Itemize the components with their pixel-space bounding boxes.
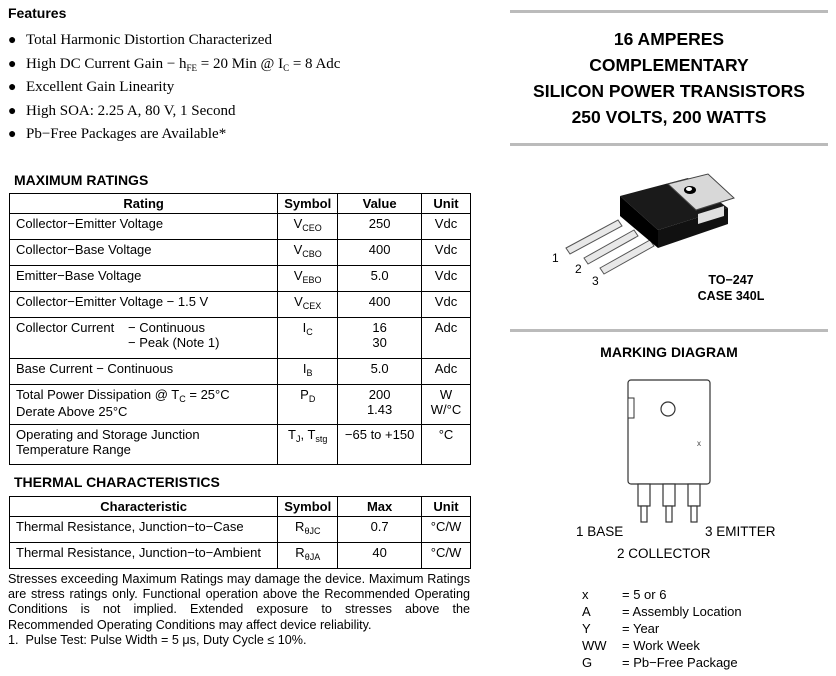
table-row (10, 266, 471, 292)
legend-item: Y = Year (582, 621, 660, 636)
value-cell: 400 (338, 292, 422, 318)
divider (510, 143, 828, 146)
package-name: TO−247 (708, 273, 754, 287)
bullet-icon: ● (8, 103, 17, 119)
marking-title: MARKING DIAGRAM (600, 344, 738, 360)
symbol-cell: $V_{CBO}$ (278, 240, 338, 266)
value-cell: −65 to +150 (338, 425, 422, 465)
table-row (10, 240, 471, 266)
stress-note: Stresses exceeding Maximum Ratings may damage the device. Maximum Ratings are stress ratings only. Functional operation above the Recommended Operating Conditions is not implied. Extended exposure to stresses above the Recommended Operating Conditions may affect device reliability. (8, 572, 470, 632)
symbol-cell: $P_D$ (278, 385, 338, 425)
bullet-icon: ● (8, 33, 17, 48)
table-row (10, 214, 471, 240)
header-symbol: Symbol (278, 497, 338, 517)
pin-label-2: 2 (575, 262, 582, 276)
unit-cell: °C/W (422, 517, 471, 543)
notes (8, 572, 470, 648)
max-ratings-table (9, 193, 471, 465)
rating-cell: Base Current − Continuous (10, 359, 278, 385)
header-rating: Rating (10, 194, 278, 214)
max-ratings-title: MAXIMUM RATINGS (14, 172, 149, 188)
pin-label-1: 1 (552, 251, 559, 265)
table-row (10, 318, 471, 359)
value-cell: 5.0 (338, 359, 422, 385)
legend-item: WW = Work Week (582, 638, 700, 653)
rating-cell: Collector−Emitter Voltage − 1.5 V (10, 292, 278, 318)
unit-cell: Adc (422, 359, 471, 385)
characteristic-cell: Thermal Resistance, Junction−to−Ambient (10, 543, 278, 569)
pin-base-label: 1 BASE (576, 524, 624, 539)
symbol-cell: $R_{\theta JC}$ (278, 517, 338, 543)
rating-cell: Collector−Emitter Voltage (10, 214, 278, 240)
unit-cell: Vdc (422, 266, 471, 292)
features-list (8, 30, 340, 148)
rating-cell: Total Power Dissipation @ $T_C = 25^\circ C$ Derate Above 25°C (10, 385, 278, 425)
header-unit: Unit (422, 194, 471, 214)
value-cell: 5.0 (338, 266, 422, 292)
pin-collector-label: 2 COLLECTOR (617, 546, 711, 561)
symbol-cell: $T_J$, $T_{stg}$ (278, 425, 338, 465)
unit-cell: Adc (422, 318, 471, 359)
rating-cell: Collector−Base Voltage (10, 240, 278, 266)
divider (510, 329, 828, 332)
footnote-1: 1. Pulse Test: Pulse Width = 5 μs, Duty Cycle ≤ 10%. (8, 632, 307, 647)
product-title: 16 AMPERES COMPLEMENTARY SILICON POWER TRANSISTORS 250 VOLTS, 200 WATTS (533, 29, 805, 127)
bullet-icon: ● (8, 80, 17, 95)
marking-legend (582, 587, 742, 672)
symbol-cell: $V_{EBO}$ (278, 266, 338, 292)
unit-cell: W W/°C (422, 385, 471, 425)
symbol-cell: $V_{CEO}$ (278, 214, 338, 240)
value-cell: 250 (338, 214, 422, 240)
unit-cell: °C/W (422, 543, 471, 569)
legend-item: x = 5 or 6 (582, 587, 667, 602)
max-cell: 40 (338, 543, 422, 569)
thermal-table (9, 496, 471, 569)
value-cell: 400 (338, 240, 422, 266)
symbol-cell: $R_{\theta JA}$ (278, 543, 338, 569)
unit-cell: Vdc (422, 292, 471, 318)
header-characteristic: Characteristic (10, 497, 278, 517)
symbol-cell: $I_B$ (278, 359, 338, 385)
package-case: CASE 340L (697, 289, 765, 303)
features-heading: Features (8, 5, 67, 21)
svg-text:x: x (697, 439, 701, 448)
table-row (10, 359, 471, 385)
unit-cell: Vdc (422, 240, 471, 266)
rating-cell: Collector Current − Continuous − Peak (Note 1) (10, 318, 278, 359)
feature-item: ● High DC Current Gain − $h_{FE} = 20$ Min @ $I_C = 8$ Adc (8, 55, 341, 73)
header-max: Max (338, 497, 422, 517)
table-header-row (10, 497, 471, 517)
feature-item: ● Excellent Gain Linearity (8, 77, 340, 101)
symbol-cell: $V_{CEX}$ (278, 292, 338, 318)
header-symbol: Symbol (278, 194, 338, 214)
unit-cell: °C (422, 425, 471, 465)
legend-item: A = Assembly Location (582, 604, 742, 619)
symbol-cell: $I_C$ (278, 318, 338, 359)
rating-cell: Operating and Storage Junction Temperature Range (10, 425, 278, 465)
table-row (10, 292, 471, 318)
max-cell: 0.7 (338, 517, 422, 543)
table-row (10, 517, 471, 543)
divider (510, 10, 828, 13)
thermal-title: THERMAL CHARACTERISTICS (14, 474, 220, 490)
marking-diagram-icon (620, 376, 720, 526)
bullet-icon: ● (8, 127, 17, 142)
bullet-icon: ● (8, 56, 17, 72)
table-header-row (10, 194, 471, 214)
header-value: Value (338, 194, 422, 214)
value-cell: 200 1.43 (338, 385, 422, 425)
table-row (10, 385, 471, 425)
legend-item: G = Pb−Free Package (582, 655, 738, 670)
rating-cell: Emitter−Base Voltage (10, 266, 278, 292)
feature-item: ● High SOA: 2.25 A, 80 V, 1 Second (8, 101, 340, 125)
value-cell: 16 30 (338, 318, 422, 359)
pin-emitter-label: 3 EMITTER (705, 524, 776, 539)
table-row (10, 425, 471, 465)
characteristic-cell: Thermal Resistance, Junction−to−Case (10, 517, 278, 543)
unit-cell: Vdc (422, 214, 471, 240)
header-unit: Unit (422, 497, 471, 517)
pin-label-3: 3 (592, 274, 599, 288)
feature-item: ● Total Harmonic Distortion Characterized (8, 30, 340, 54)
table-row (10, 543, 471, 569)
feature-item: ● Pb−Free Packages are Available* (8, 124, 340, 148)
